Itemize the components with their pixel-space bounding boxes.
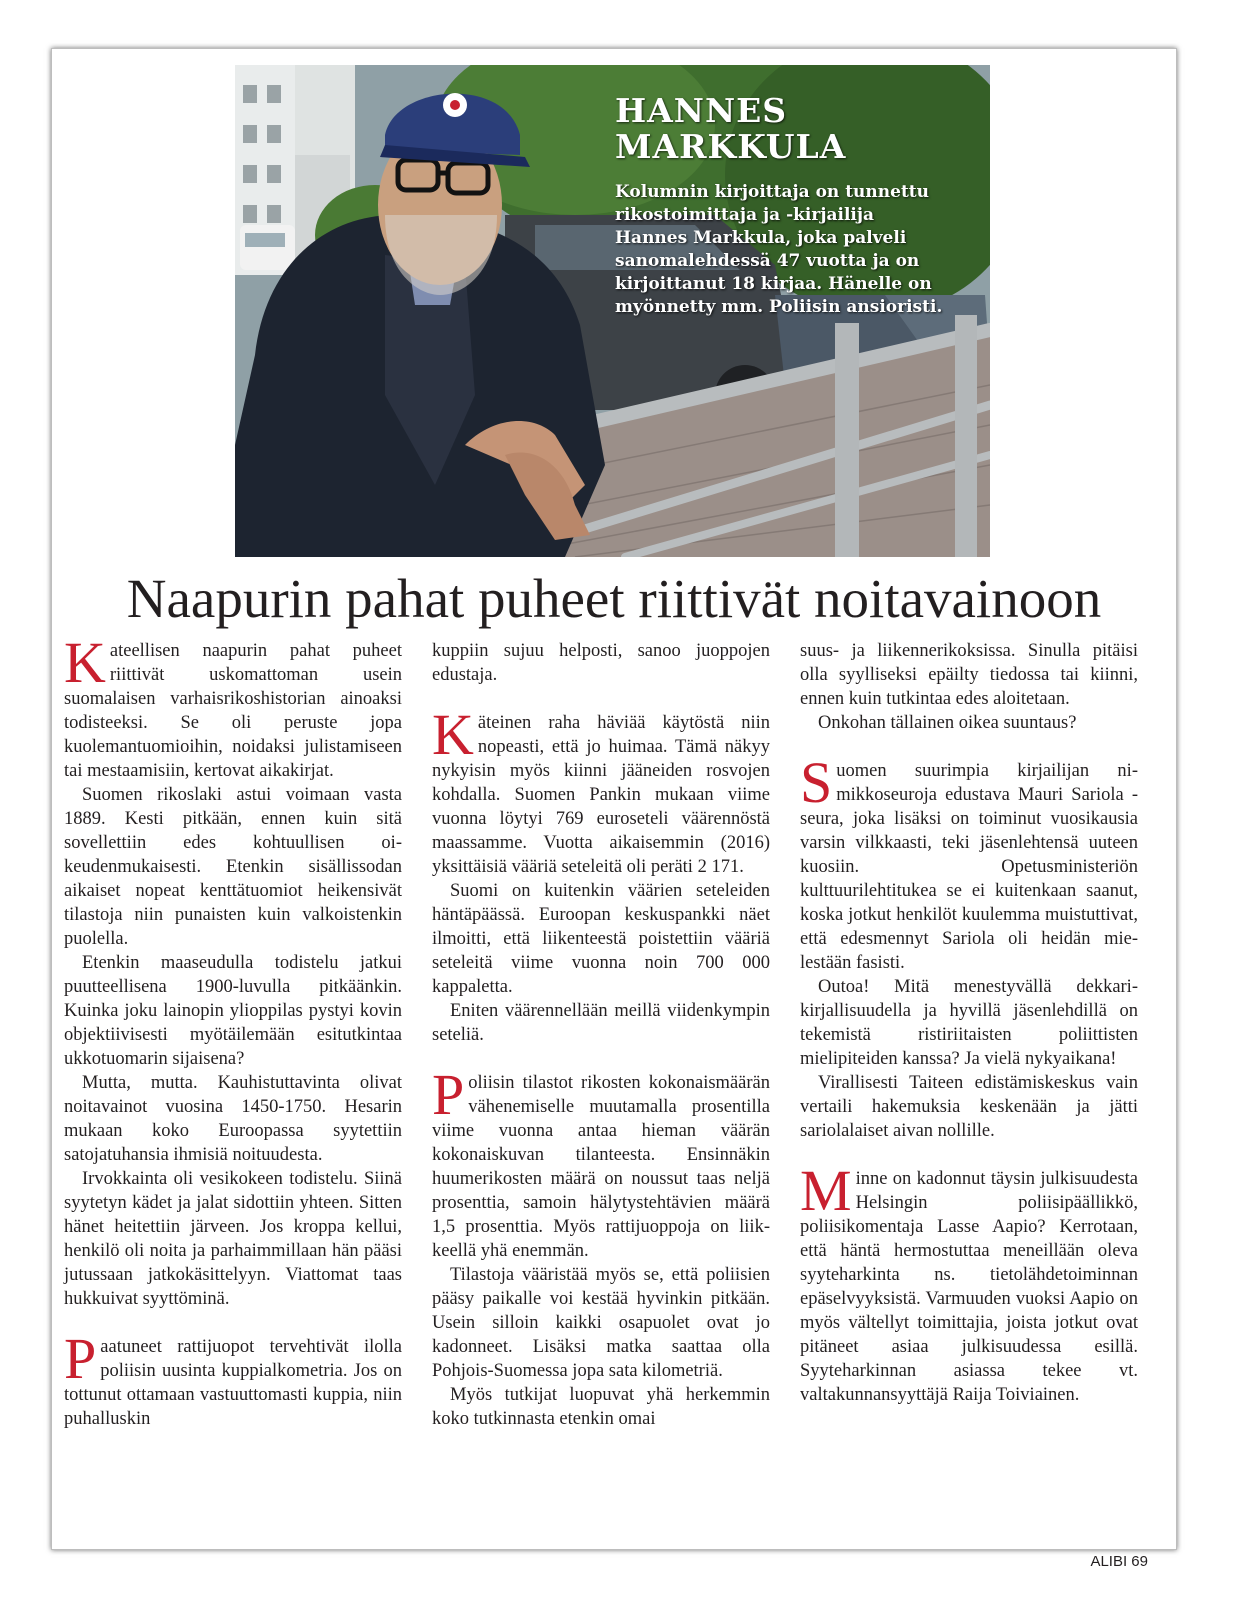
- paragraph: Suomi on kuitenkin väärien seteleiden häntäpäässä. Euroopan keskuspankki näet ilmoitti, että liikenteestä poistettiin vääriä seteleitä viime vuonna noin 700 000 kappaletta.: [432, 881, 770, 997]
- paragraph: Irvokkainta oli vesikokeen todistelu. Siinä syytetyn kädet ja jalat sidottiin yhteen. Sitten hänet heitettiin järveen. Jos kroppa kellui, henkilö oli noita ja parhaimmillaan hän pääsi jutussaan jatkokäsittelyyn. Viattomat taas hukkuivat syyttöminä.: [64, 1169, 402, 1309]
- paragraph: [800, 1158, 1138, 1407]
- drop-cap: K: [432, 702, 474, 767]
- paragraph: Etenkin maaseudulla todistelu jatkui puutteellisena 1900-luvulla pitkäänkin. Kuinka joku lainopin ylioppilas pystyi kovin objektiivisesti myötäilemään esitutkintaa ukkotuomarin sijaisena?: [64, 953, 402, 1069]
- paragraph: Tilastoja vääristää myös se, että poliisien pääsy paikalle voi kestää hyvinkin pitkään. Usein silloin kaikki osapuolet ovat jo kadonneet. Lisäksi matka saattaa olla Pohjois-Suomessa jopa sata kilometriä.: [432, 1265, 770, 1381]
- author-name-line1: HANNES: [615, 91, 788, 130]
- drop-cap: P: [64, 1326, 97, 1391]
- paragraph: Eniten väärennellään meillä viidenkympin seteliä.: [432, 1001, 770, 1045]
- paragraph-text: uomen suurimpia kirjailijan nimikkoseuroja edustava Mauri Sariola -seura, joka lisäksi on toiminut vuosikausia varsin vilkkaasti, teki jäsenlehtensä uuteen kuosiin. Opetusministeriön kulttuurilehtitukea se ei kuitenkaan saanut, koska jotkut henkilöt kuulemma muistuttivat, että edesmennyt Sariola oli heidän mielestään fasisti.: [800, 761, 1138, 973]
- paragraph: [432, 702, 770, 879]
- paragraph-text: aatuneet rattijuopot tervehtivät ilolla poliisin uusinta kuppialkometria. Jos on tottunut ottamaan vastuuttomasti kuppia, niin puhalluskin: [64, 1337, 402, 1429]
- paragraph: [800, 750, 1138, 975]
- column-2: [432, 639, 770, 1431]
- column-3: [800, 639, 1138, 1407]
- magazine-page: [51, 48, 1177, 1550]
- article-headline: Naapurin pahat puheet riittivät noitavainoon: [126, 568, 1102, 629]
- paragraph: Outoa! Mitä menestyvällä dekkarikirjallisuudella ja hyvillä jäsenlehdillä on tekemistä ristiriitaisten poliittisten mielipiteiden kanssa? Ja vielä nykyaikana!: [800, 977, 1138, 1069]
- author-name: [615, 93, 945, 165]
- author-photo: [235, 65, 990, 557]
- paragraph: Virallisesti Taiteen edistämiskeskus vain vertaili hakemuksia keskenään ja jätti sariolalaiset aivan nollille.: [800, 1073, 1138, 1141]
- drop-cap: P: [432, 1062, 465, 1127]
- drop-cap: M: [800, 1158, 852, 1223]
- article-body: [64, 630, 1164, 1539]
- paragraph-text: ateellisen naapurin pahat puheet riittivät uskomattoman usein suomalaisen varhaisrikoshistorian ainoaksi todisteeksi. Se oli peruste jopa kuolemantuomioihin, noidaksi julistamiseen tai mestaamisiin, kertovat aikakirjat.: [64, 641, 402, 781]
- paragraph: [64, 630, 402, 783]
- paragraph: Mutta, mutta. Kauhistuttavinta olivat noitavainot vuosina 1450-1750. Hesarin mukaan koko Euroopassa syytettiin satojatuhansia ihmisiä noituudesta.: [64, 1073, 402, 1165]
- paragraph: kuppiin sujuu helposti, sanoo juoppojen edustaja.: [432, 641, 770, 685]
- author-name-line2: MARKKULA: [615, 127, 847, 166]
- paragraph-text: inne on kadonnut täysin julkisuudesta Helsingin poliisipäällikkö, poliisikomentaja Lasse Aapio? Kerrotaan, että häntä hermostuttaa meneillään oleva syyteharkinta ns. tietolähdetoiminnan epäselvyyksistä. Varmuuden vuoksi Aapio on myös vältellyt toimittajia, joista jotkut ovat pitäneet asiaa julkisuudessa esillä. Syyteharkinnan asiassa tekee vt. valtakunnansyyttäjä Raija Toiviainen.: [800, 1169, 1138, 1405]
- paragraph-text: oliisin tilastot rikosten kokonaismäärän vähenemiselle muutamalla prosentilla viime vuonna antaa hieman väärän kokonaiskuvan tilanteesta. Ensinnäkin huumerikosten määrä on noussut taas neljä prosenttia, samoin hälytystehtävien määrä 1,5 prosenttia. Myös rattijuoppoja on liikkeellä yhä enemmän.: [432, 1073, 770, 1261]
- paragraph: Myös tutkijat luopuvat yhä herkemmin koko tutkinnasta etenkin omai: [432, 1385, 770, 1429]
- drop-cap: S: [800, 750, 833, 815]
- paragraph: suus- ja liikennerikoksissa. Sinulla pitäisi olla syylliseksi epäilty tiedossa tai kiinni, ennen kuin tutkintaa edes aloitetaan.: [800, 641, 1138, 709]
- page-number: ALIBI 69: [1090, 1553, 1148, 1570]
- drop-cap: K: [64, 630, 106, 695]
- paragraph: Suomen rikoslaki astui voimaan vasta 1889. Kesti pitkään, ennen kuin sitä sovellettiin edes kohtuullisen oikeudenmukaisesti. Etenkin sisällissodan aikaiset nopeat kenttätuomiot heikensivät tilastoja niin punaisten kuin valkoistenkin puolella.: [64, 785, 402, 949]
- author-caption: Kolumnin kirjoittaja on tunnettu rikostoimittaja ja -kirjailija Hannes Markkula, joka palveli sanomalehdessä 47 vuotta ja on kirjoittanut 18 kirjaa. Hänelle on myönnetty mm. Poliisin ansioristi.: [615, 182, 943, 317]
- paragraph: Onkohan tällainen oikea suuntaus?: [818, 713, 1077, 733]
- paragraph: [432, 1062, 770, 1263]
- column-1: [64, 630, 402, 1431]
- paragraph: [64, 1326, 402, 1431]
- paragraph-text: äteinen raha häviää käytöstä niin nopeasti, että jo huimaa. Tämä näkyy nykyisin myös kiinni jääneiden rosvojen kohdalla. Suomen Pankin mukaan viime vuonna löytyi 769 euroseteli väärennöstä maassamme. Vuotta aikaisemmin (2016) yksittäisiä vääriä seteleitä oli peräti 2 171.: [432, 713, 770, 877]
